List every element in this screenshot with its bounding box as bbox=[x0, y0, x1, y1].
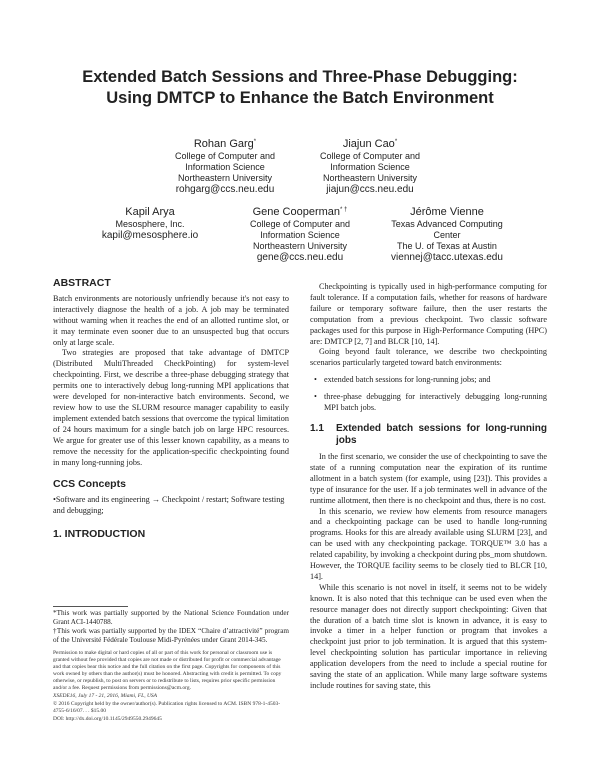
scenario-list bbox=[310, 375, 547, 414]
author-affiliation: Northeastern University bbox=[177, 173, 273, 183]
section-1-1-heading bbox=[310, 423, 547, 447]
section-number: 1.1 bbox=[310, 422, 324, 434]
author-email[interactable]: gene@ccs.neu.edu bbox=[256, 252, 344, 263]
title-line-1: Extended Batch Sessions and Three-Phase Debugging: bbox=[82, 68, 518, 86]
body-paragraph: Checkpointing is typically used in high-performance computing for fault tolerance. If a computation fails, whether for reasons of hardware failure or temporary software failure, then the user restarts the computation from a previous checkpoint. Two classic software packages used for this purpose in High-Performance Computing (HPC) are: DMTCP [2, 7] and BLCR [10, 14]. bbox=[310, 282, 547, 346]
author-affiliation: Information Science bbox=[260, 230, 340, 240]
body-paragraph: While this scenario is not novel in itself, it seems not to be widely known. It is also noted that this technique can be used even when the resource manager does not directly support checkpointing: Given that the duration of a batch time slot is known in advance, it is easy to invoke a timer in a helper function or program that invokes a checkpoint just prior to job termination. It is argued that this system-level checkpointing solution has particular importance in relieving application developers from the need to include a special routine for saving the state of an application. While many large software systems include routines for saving state, this bbox=[310, 582, 547, 690]
abstract-paragraph: Two strategies are proposed that take advantage of DMTCP (Distributed MultiThreaded CheckPointing) for system-level checkpointing. First, we describe a three-phase debugging strategy that permits one to interactively debug long-running MPI applications that were developed for non-interactive batch environments. Second, we review how to use the SLURM resource manager capability to easily implement extended batch sessions that overcome the typical limitation of 24 hours maximum for a single batch job on large HPC resources. We argue for greater use of this lesser known capability, as a means to remove the necessity for the application-specific checkpointing found in many long-running jobs. bbox=[53, 348, 289, 467]
author-affiliation: Information Science bbox=[330, 162, 410, 172]
body-paragraph: In the first scenario, we consider the use of checkpointing to save the state of a running computation near the expiration of its runtime allotment in a batch system (for example, using [23]). This provides a type of insurance for the user. If a job terminates well in advance of the runtime allotment, then there is no checkpoint and thus, there is no cost. bbox=[310, 451, 547, 505]
bullet-icon: • bbox=[314, 392, 317, 402]
copyright-notice: © 2016 Copyright held by the owner/author(s). Publication rights licensed to ACM. ISBN 978-1-4503-4755-6/16/07. . . $15.00 bbox=[53, 701, 281, 714]
author-rohan-garg bbox=[160, 138, 290, 196]
author-email[interactable]: kapil@mesosphere.io bbox=[101, 230, 199, 241]
author-name: Jérôme Vienne bbox=[410, 206, 484, 218]
footnote: †This work was partially supported by the IDEX “Chaire d’attractivité” program of the Université Fédérale Toulouse Midi-Pyrénées under Grant 2014-345. bbox=[53, 627, 289, 644]
permission-notice: Permission to make digital or hard copies of all or part of this work for personal or classroom use is granted without fee provided that copies are not made or distributed for profit or commercial advantage and that copies bear this notice and the full citation on the first page. Copyrights for components of this work owned by others than the author(s) must be honored. Abstracting with credit is permitted. To copy otherwise, or republish, to post on servers or to redistribute to lists, requires prior specific permission and/or a fee. Request permissions from permissions@acm.org. bbox=[53, 650, 282, 691]
section-title: Extended batch sessions for long-running jobs bbox=[336, 422, 547, 446]
author-affiliation: College of Computer and bbox=[319, 151, 421, 161]
author-email[interactable]: jiajun@ccs.neu.edu bbox=[326, 184, 414, 195]
right-column bbox=[310, 282, 547, 692]
introduction-heading: 1. INTRODUCTION bbox=[53, 528, 146, 541]
author-kapil-arya bbox=[75, 206, 225, 242]
author-affiliation: Information Science bbox=[185, 162, 265, 172]
author-affiliation: Mesosphere, Inc. bbox=[115, 219, 185, 229]
left-column bbox=[53, 278, 289, 540]
footnotes bbox=[53, 609, 289, 723]
author-jerome-vienne bbox=[372, 206, 522, 264]
list-item: • three-phase debugging for interactively debugging long-running MPI batch jobs. bbox=[314, 392, 547, 413]
author-affiliation: Northeastern University bbox=[252, 241, 348, 251]
body-paragraph: Going beyond fault tolerance, we describe two checkpointing scenarios particularly targeted toward batch environments: bbox=[310, 347, 547, 368]
author-jiajun-cao bbox=[300, 138, 440, 196]
doi-link[interactable]: DOI: http://dx.doi.org/10.1145/2949550.2949645 bbox=[53, 716, 162, 722]
author-name: Kapil Arya bbox=[125, 206, 175, 218]
author-email[interactable]: rohgarg@ccs.neu.edu bbox=[175, 184, 275, 195]
author-affiliation: The U. of Texas at Austin bbox=[397, 241, 497, 251]
author-name: Gene Cooperman bbox=[252, 206, 341, 218]
author-affiliation: Center bbox=[433, 230, 461, 240]
author-affiliation: Texas Advanced Computing bbox=[391, 219, 503, 229]
author-name: Rohan Garg bbox=[193, 138, 254, 150]
ccs-text: •Software and its engineering → Checkpoint / restart; Software testing and debugging; bbox=[53, 495, 285, 516]
author-email[interactable]: viennej@tacc.utexas.edu bbox=[391, 252, 503, 263]
conference-info: XSEDE16, July 17 - 21, 2016, Miami, FL, USA bbox=[53, 693, 158, 699]
author-gene-cooperman bbox=[230, 206, 370, 264]
author-mark: * bbox=[394, 139, 398, 145]
abstract-heading: ABSTRACT bbox=[53, 277, 111, 289]
list-item: • extended batch sessions for long-running jobs; and bbox=[314, 375, 491, 385]
author-affiliation: College of Computer and bbox=[249, 219, 351, 229]
author-mark: * bbox=[253, 139, 257, 145]
author-affiliation: College of Computer and bbox=[174, 151, 276, 161]
abstract-paragraph: Batch environments are notoriously unfriendly because it's not easy to interactively diagnose the health of a job. A job may be terminated without warning when it reaches the end of an allotted runtime slot, or it may terminate even sooner due to an unsuspected bug that occurs only at large scale. bbox=[53, 293, 289, 347]
footnote-rule bbox=[53, 606, 128, 607]
paper-title bbox=[40, 67, 560, 109]
ccs-heading: CCS Concepts bbox=[53, 478, 126, 491]
author-affiliation: Northeastern University bbox=[322, 173, 418, 183]
footnote: *This work was partially supported by the National Science Foundation under Grant ACI-1440788. bbox=[53, 609, 289, 626]
title-line-2: Using DMTCP to Enhance the Batch Environment bbox=[106, 89, 494, 107]
body-paragraph: In this scenario, we review how elements from resource managers and a checkpointing package can be used to handle long-running programs. Hooks for this are already available using SLURM [23], and can be used with any checkpointing package. TORQUE™ 3.0 has a related capability, by invoking a checkpoint during pbs_mom shutdown. However, the TORQUE facility seems to be closely tied to BLCR [10, 14]. bbox=[310, 506, 547, 581]
author-mark: * † bbox=[340, 207, 348, 213]
bullet-icon: • bbox=[314, 375, 317, 385]
author-name: Jiajun Cao bbox=[342, 138, 395, 150]
